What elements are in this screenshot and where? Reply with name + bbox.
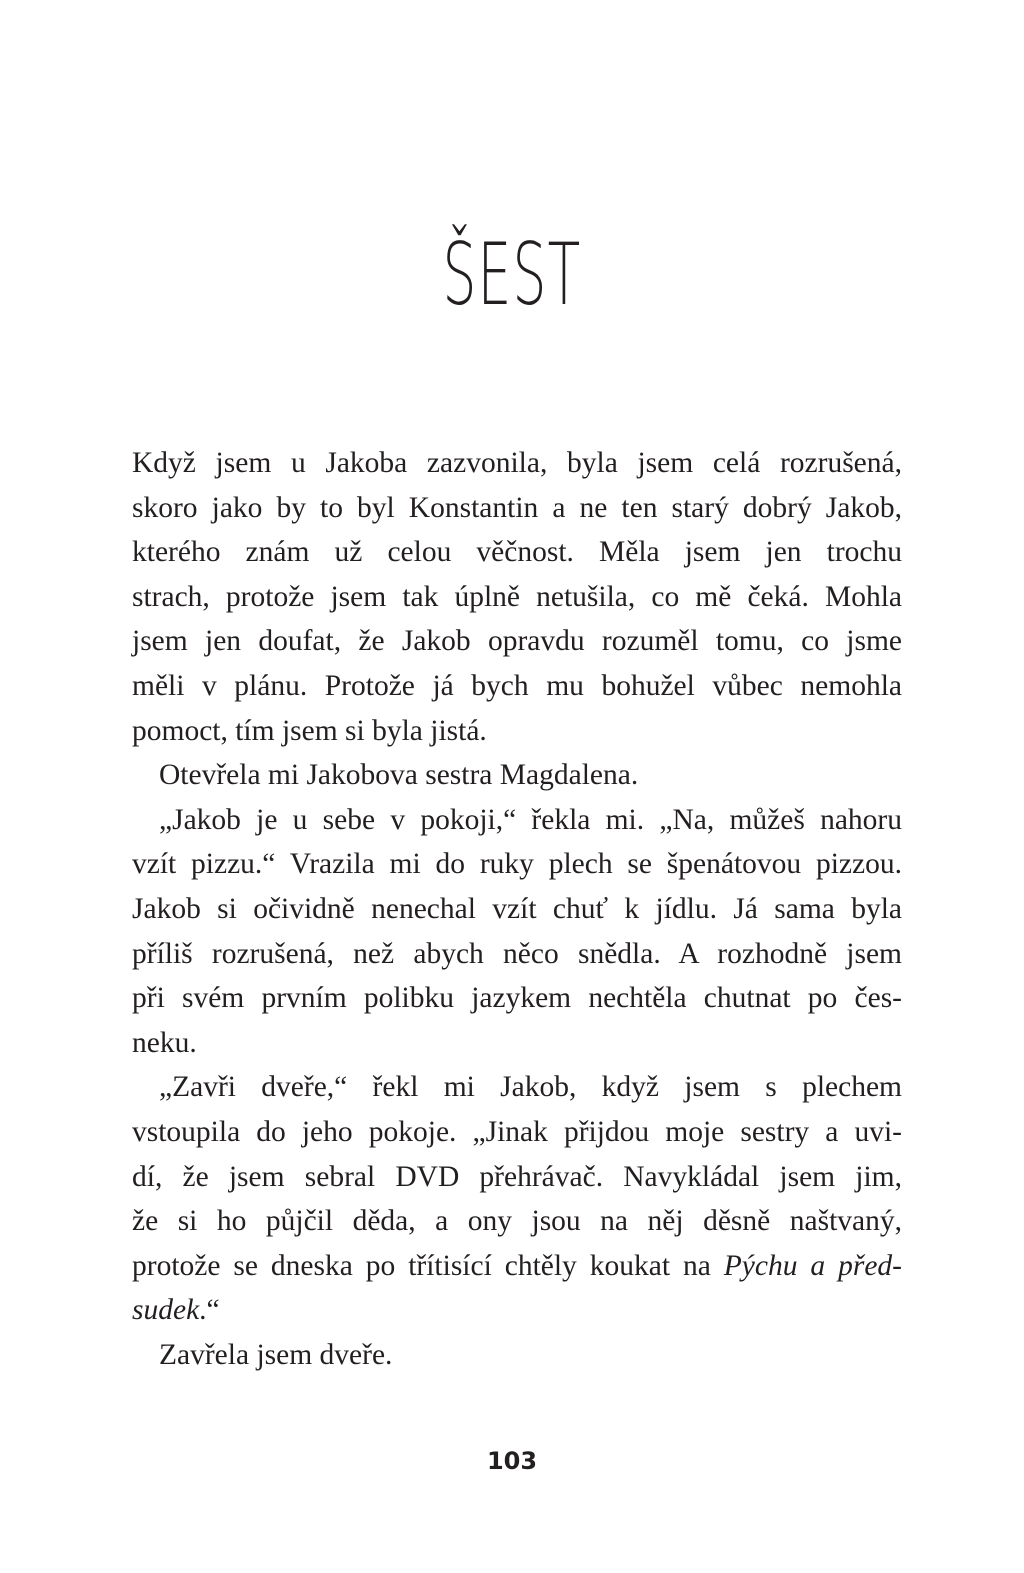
text-line [132,441,902,486]
text-line [132,932,902,977]
text-line-content: „Jakob je u sebe v pokoji,“ řekla mi. „Na, můžeš nahoru [159,803,902,836]
text-line [132,1021,902,1066]
text-line [132,887,902,932]
text-line-content: neku. [132,1026,197,1059]
text-line-content: příliš rozrušená, než abych něco snědla. A rozhodně jsem [132,937,902,970]
text-line [132,664,902,709]
body-text [132,441,902,1377]
text-line-content: Otevřela mi Jakobova sestra Magdalena. [159,759,639,792]
text-line-content: strach, protože jsem tak úplně netušila, co mě čeká. Mohla [132,580,902,613]
text-line-content: měli v plánu. Protože já bych mu bohužel vůbec nemohla [132,669,902,702]
text-line-content: Zavřela jsem dveře. [159,1338,393,1371]
text-line [132,753,902,798]
page-number: 103 [486,1447,538,1475]
text-line-content: kterého znám už celou věčnost. Měla jsem jen trochu [132,536,902,569]
text-line-content: skoro jako by to byl Konstantin a ne ten starý dobrý Jakob, [132,491,902,524]
text-line-content: při svém prvním polibku jazykem nechtěla chutnat po čes- [132,982,902,1015]
text-line-content: vzít pizzu.“ Vrazila mi do ruky plech se špenátovou pizzou. [132,848,902,881]
text-line [132,486,902,531]
text-line-content: jsem jen doufat, že Jakob opravdu rozuměl tomu, co jsme [132,625,902,658]
text-line-content: Jakob si očividně nenechal vzít chuť k jídlu. Já sama byla [132,892,902,925]
text-line [132,575,902,620]
text-line [132,530,902,575]
text-line [132,1288,902,1333]
text-line-content: „Zavři dveře,“ řekl mi Jakob, když jsem s plechem [159,1071,902,1104]
text-line-content: protože se dneska po třítisící chtěly koukat na [132,1249,724,1282]
text-line [132,1155,902,1200]
chapter-title: ŠEST [442,225,582,325]
text-line [132,798,902,843]
italic-title: Pýchu a před- [723,1249,903,1282]
text-line [132,1244,902,1289]
text-line [132,976,902,1021]
text-line [132,1199,902,1244]
text-line [132,709,902,754]
text-line-content: dí, že jsem sebral DVD přehrávač. Navykládal jsem jim, [132,1160,902,1193]
text-line-content: Když jsem u Jakoba zazvonila, byla jsem celá rozrušená, [132,447,902,479]
text-line [132,842,902,887]
text-line-suffix: .“ [199,1294,220,1327]
italic-title: sudek [132,1294,200,1327]
text-line [132,1065,902,1110]
text-line-content: pomoct, tím jsem si byla jistá. [132,714,487,747]
text-line [132,1333,902,1378]
text-line [132,619,902,664]
text-line [132,1110,902,1155]
text-line-content: vstoupila do jeho pokoje. „Jinak přijdou moje sestry a uvi- [132,1115,902,1148]
text-line-content: že si ho půjčil děda, a ony jsou na něj děsně naštvaný, [132,1205,902,1238]
